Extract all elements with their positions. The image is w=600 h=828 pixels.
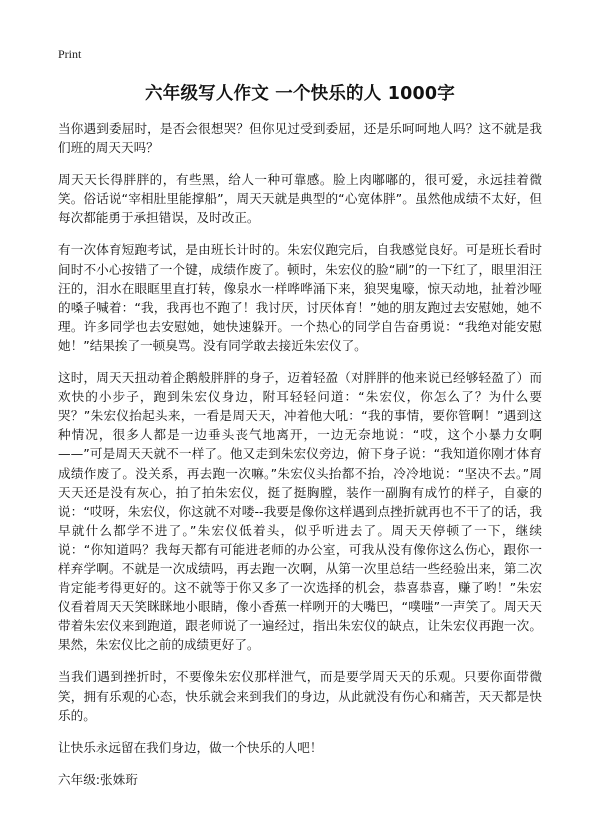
print-link[interactable]: Print (58, 47, 82, 61)
paragraph: 周天天长得胖胖的，有些黑，给人一种可靠感。脸上肉嘟嘟的，很可爱，永远挂着微笑。俗话说“宰相肚里能撑船”，周天天就是典型的“心宽体胖”。虽然他成绩不太好，但每次都能勇于承担错误，及时改正。 (58, 172, 542, 226)
paragraph: 当你遇到委屈时，是否会很想哭？但你见过受到委屈，还是乐呵呵地人吗？这不就是我们班的周天天吗？ (58, 121, 542, 156)
paragraph: 当我们遇到挫折时，不要像朱宏仪那样泄气，而是要学周天天的乐观。只要你面带微笑，拥有乐观的心态，快乐就会来到我们的身边，从此就没有伤心和痛苦，天天都是快乐的。 (58, 669, 542, 723)
article-body (58, 119, 542, 802)
paragraph: 让快乐永远留在我们身边，做一个快乐的人吧！ (58, 739, 323, 755)
paragraph: 这时，周天天扭动着企鹅般胖胖的身子，迈着轻盈（对胖胖的他来说已经够轻盈了）而欢快的小步子，跑到朱宏仪身边，附耳轻轻问道：“朱宏仪，你怎么了？为什么要哭？”朱宏仪抬起头来，一看是周天天，冲着他大吼：“我的事情，要你管啊！”遇到这种情况，很多人都是一边垂头丧气地离开，一边无奈地说：“哎，这个小暴力女啊——”可是周天天就不一样了。他又走到朱宏仪旁边，俯下身子说：“我知道你刚才体育成绩作废了。没关系，再去跑一次嘛。”朱宏仪头抬都不抬，冷冷地说：“坚决不去。”周天天还是没有灰心，拍了拍朱宏仪，挺了挺胸膛，装作一副胸有成竹的样子，自豪的说：“哎呀，朱宏仪，你这就不对喽--我要是像你这样遇到点挫折就再也不干了的话，我早就什么都学不进了。”朱宏仪低着头，似乎听进去了。周天天停顿了一下，继续说：“你知道吗？我每天都有可能进老师的办公室，可我从没有像你这么伤心，跟你一样弃学啊。不就是一次成绩吗，再去跑一次啊，从第一次里总结一些经验出来，第二次肯定能考得更好的。这不就等于你又多了一次选择的机会，恭喜恭喜，赚了哟！”朱宏仪看着周天天笑眯眯地小眼睛，像小香蕉一样咧开的大嘴巴，“噗嗤”一声笑了。周天天带着朱宏仪来到跑道，跟老师说了一遍经过，指出朱宏仪的缺点，让朱宏仪再跑一次。果然，朱宏仪比之前的成绩更好了。 (58, 370, 542, 653)
document-title: 六年级写人作文 一个快乐的人 1000字 (145, 84, 455, 104)
paragraph: 有一次体育短跑考试，是由班长计时的。朱宏仪跑完后，自我感觉良好。可是班长看时间时不小心按错了一个键，成绩作废了。顿时，朱宏仪的脸“刷”的一下红了，眼里泪汪汪的，泪水在眼眶里直打转，像泉水一样哗哗涌下来，狼哭鬼嚎，惊天动地，扯着沙哑的嗓子喊着：“我，我再也不跑了！我讨厌，讨厌体育！”她的朋友跑过去安慰她，她不理。许多同学也去安慰她，她快速躲开。一个热心的同学自告奋勇说：“我绝对能安慰她！”结果挨了一顿臭骂。没有同学敢去接近朱宏仪了。 (58, 242, 542, 353)
author-signature: 六年级:张姝珩 (58, 771, 138, 787)
